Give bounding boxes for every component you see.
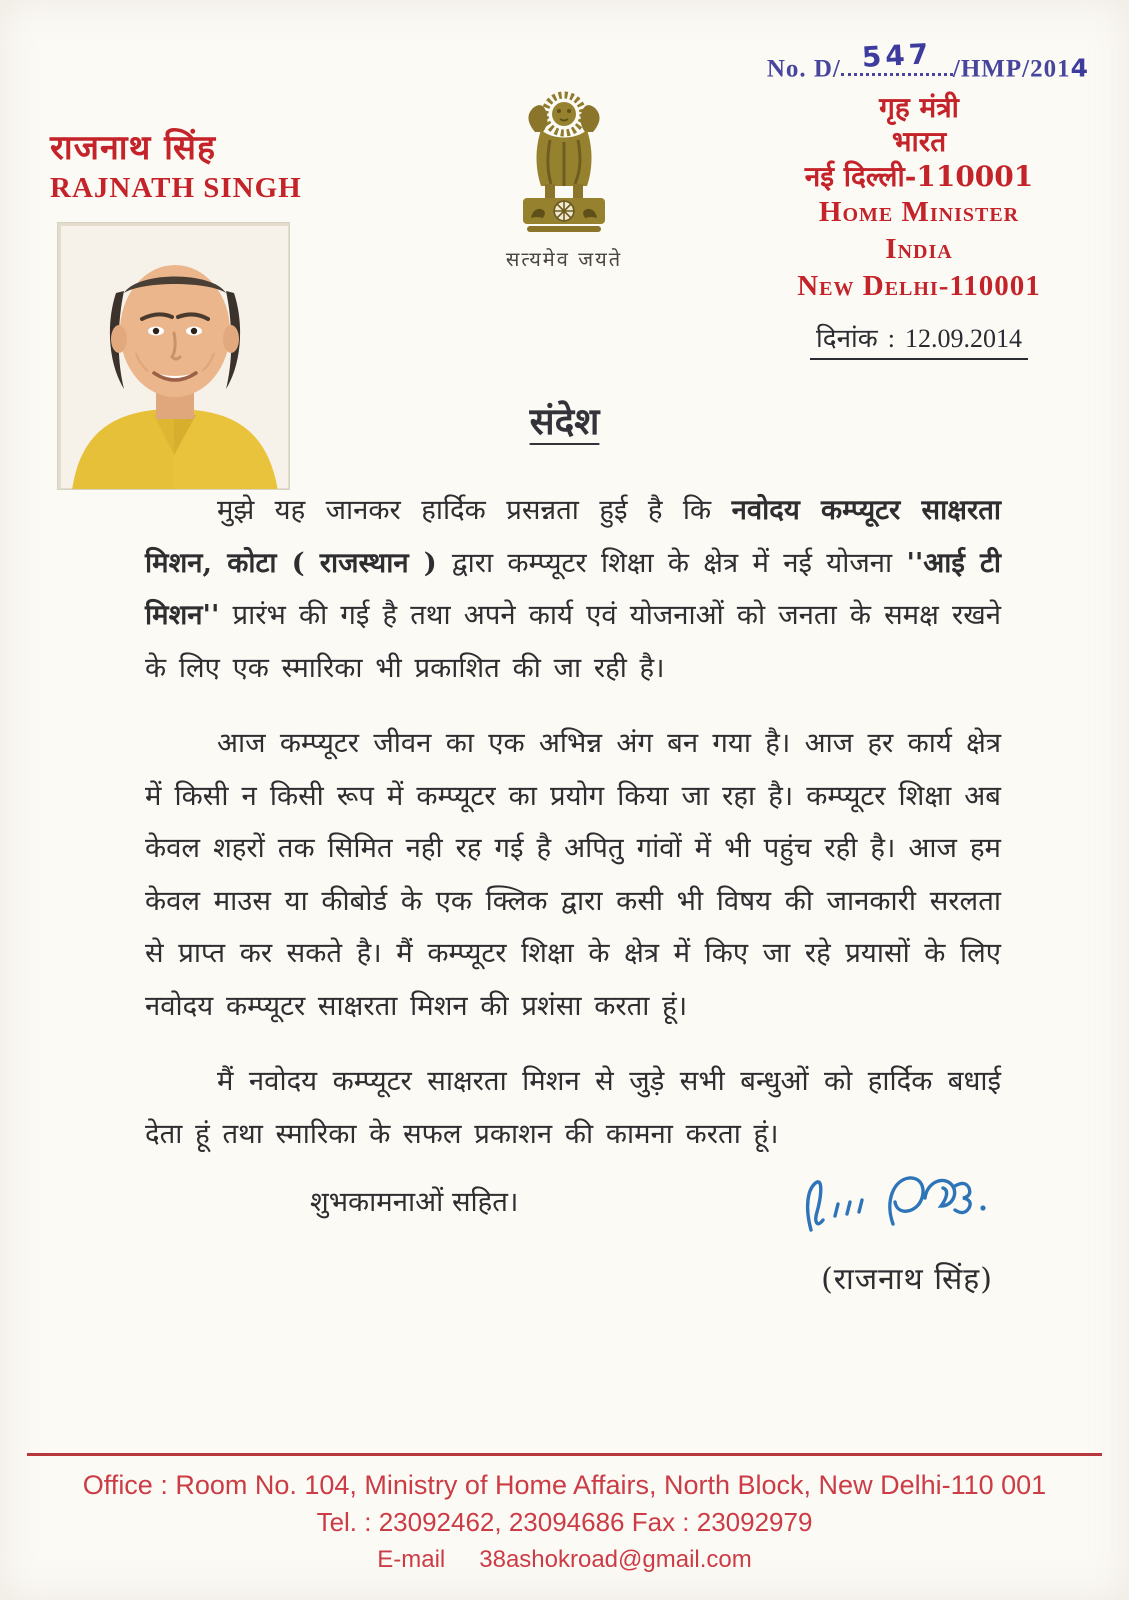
closing-line: शुभकामनाओं सहित। xyxy=(310,1186,519,1218)
sender-name-english: RAJNATH SINGH xyxy=(50,172,302,205)
ref-handwritten-digit: 4 xyxy=(1070,53,1089,83)
letter-title: संदेश xyxy=(529,399,600,443)
national-emblem-icon xyxy=(505,88,623,234)
email-label: E-mail xyxy=(377,1546,446,1573)
footer-divider xyxy=(27,1453,1102,1456)
footer-office-address: Office : Room No. 104, Ministry of Home Affairs, North Block, New Delhi-110 001 xyxy=(82,1470,1047,1500)
office-title-english: Home Minister xyxy=(818,195,1020,228)
office-title-hindi: गृह मंत्री xyxy=(879,91,959,125)
emblem-motto: सत्यमेव जयते xyxy=(505,247,623,271)
ref-handwritten-number: 547 xyxy=(860,37,933,75)
sender-name-hindi: राजनाथ सिंह xyxy=(50,128,217,168)
date-label: दिनांक xyxy=(816,324,878,355)
footer-telephone: Tel. : 23092462, 23094686 Fax : 23092979 xyxy=(316,1507,813,1537)
city-english: New Delhi-110001 xyxy=(797,269,1041,302)
letter-title-row xyxy=(0,394,1129,445)
paragraph-2: आज कम्प्यूटर जीवन का एक अभिन्न अंग बन गया है। आज हर कार्य क्षेत्र में किसी न किसी रूप में कम्प्यूटर का प्रयोग किया जा रहा है। कम्प्यूटर शिक्षा अब केवल शहरों तक सिमित नही रह गई है अपितु गांवों में भी पहुंच रही है। आज हम केवल माउस या कीबोर्ड के एक क्लिक द्वारा कसी भी विषय की जानकारी सरलता से प्राप्त कर सकते है। मैं कम्प्यूटर शिक्षा के क्षेत्र में किए जा रहे प्रयासों के लिए नवोदय कम्प्यूटर साक्षरता मिशन की प्रशंसा करता हूं। xyxy=(145,727,1001,1022)
portrait-photo xyxy=(57,222,290,490)
date-line: दिनांक : 12.09.2014 xyxy=(810,319,1028,360)
signature-block xyxy=(797,1168,1017,1298)
letter-body xyxy=(145,484,1001,1220)
letterhead-right xyxy=(749,37,1089,360)
country-english: India xyxy=(885,232,953,265)
paragraph-1: मुझे यह जानकर हार्दिक प्रसन्नता हुई है कि नवोदय कम्प्यूटर साक्षरता मिशन, कोटा ( राजस्थान ) द्वारा कम्प्यूटर शिक्षा के क्षेत्र में नई योजना ''आई टी मिशन'' प्रारंभ की गई है तथा अपने कार्य एवं योजनाओं को जनता के समक्ष रखने के लिए एक स्मारिका भी प्रकाशित की जा रही है। xyxy=(145,494,1002,684)
footer xyxy=(0,1439,1129,1600)
ref-prefix: No. D/ xyxy=(766,55,841,83)
reference-number xyxy=(749,37,1089,83)
signatory-name: (राजनाथ सिंह) xyxy=(821,1262,993,1297)
ref-middle: /HMP/201 xyxy=(952,55,1071,83)
ref-dotted-line xyxy=(841,37,953,76)
emblem-block xyxy=(464,88,664,272)
paragraph-3: मैं नवोदय कम्प्यूटर साक्षरता मिशन से जुड़े सभी बन्धुओं को हार्दिक बधाई देता हूं तथा स्मारिका के सफल प्रकाशन की कामना करता हूं। xyxy=(145,1065,1001,1150)
date-value: 12.09.2014 xyxy=(904,324,1022,354)
portrait-illustration xyxy=(58,223,290,490)
signature-scribble xyxy=(797,1168,1017,1242)
footer-email xyxy=(0,1546,1129,1574)
country-hindi: भारत xyxy=(891,125,947,159)
city-hindi: नई दिल्ली-110001 xyxy=(804,159,1034,193)
sender-name-block xyxy=(50,126,302,208)
email-address: 38ashokroad@gmail.com xyxy=(479,1546,752,1573)
